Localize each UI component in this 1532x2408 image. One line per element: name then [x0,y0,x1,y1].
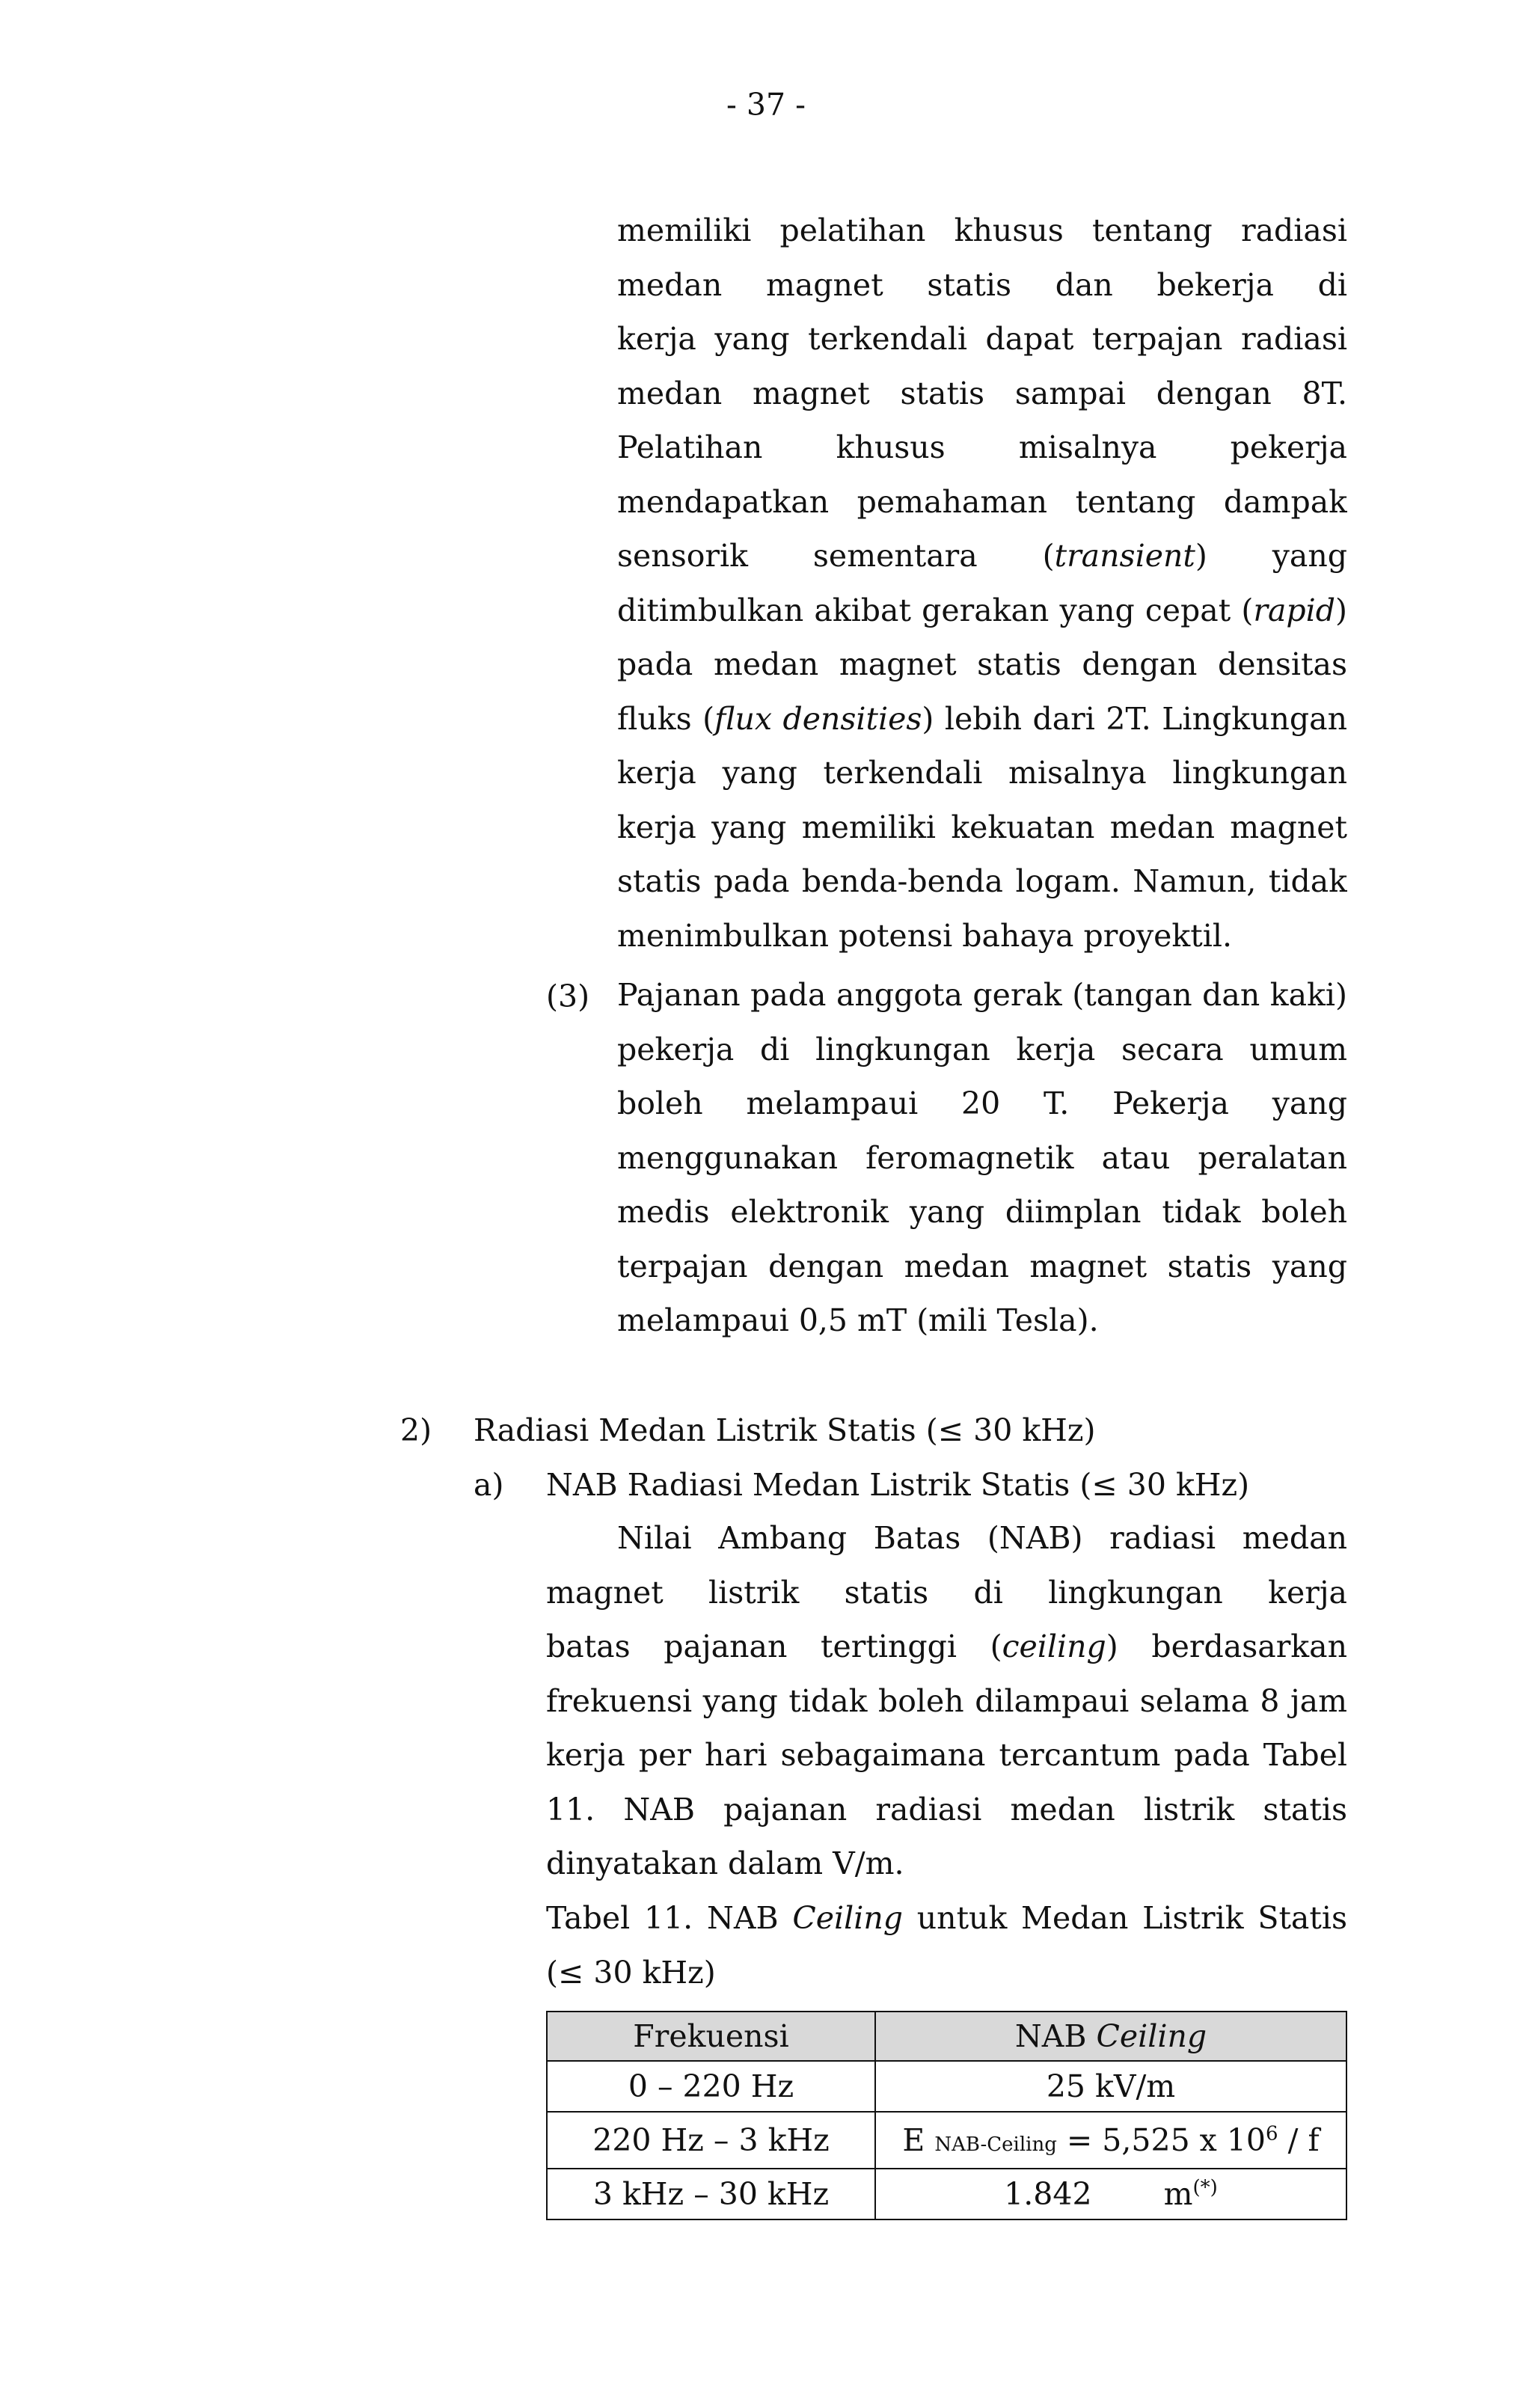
text-line: dinyatakan dalam V/m. [546,1845,904,1881]
table-cell [875,2169,1346,2219]
section-title: Radiasi Medan Listrik Statis (≤ 30 kHz) [474,1412,1096,1448]
text-line: boleh melampaui 20 T. Pekerja yang [617,1085,1347,1121]
text-line: kerja yang memiliki kekuatan medan magnet [617,809,1347,845]
text-line-italic: batas pajanan tertinggi (ceiling) berdasarkan [546,1629,1347,1664]
text-line: kerja per hari sebagaimana tercantum pada Tabel [546,1737,1347,1773]
text-line: medis elektronik yang diimplan tidak boleh [617,1194,1347,1230]
text-line: Pajanan pada anggota gerak (tangan dan kaki) [617,977,1347,1013]
subsection-title: NAB Radiasi Medan Listrik Statis (≤ 30 kHz) [546,1467,1250,1503]
column-header: Frekuensi [547,2012,875,2061]
text-line: melampaui 0,5 mT (mili Tesla). [617,1302,1099,1338]
table-cell: 220 Hz – 3 kHz [547,2112,875,2169]
nab-ceiling-table [546,2011,1347,2220]
text-line: mendapatkan pemahaman tentang dampak [617,483,1347,520]
footnote-marker: (*) [1192,2176,1218,2199]
text-line: terpajan dengan medan magnet statis yang [617,1248,1347,1284]
subsection-number: a) [474,1467,504,1503]
text-line: menggunakan feromagnetik atau peralatan [617,1139,1347,1176]
text-line: memiliki pelatihan khusus tentang radiasi [617,212,1347,248]
text-line: Nilai Ambang Batas (NAB) radiasi medan [617,1520,1347,1556]
text-line: pada medan magnet statis dengan densitas [617,646,1347,682]
text-line: pekerja di lingkungan kerja secara umum [617,1031,1347,1067]
value-unit: m [1163,2176,1193,2212]
item-3-paragraph [617,968,1347,1348]
text-line: menimbulkan potensi bahaya proyektil. [617,917,1233,954]
table-caption [546,1891,1347,2000]
formula-tail: / f [1287,2122,1320,2158]
caption-line: Tabel 11. NAB Ceiling untuk Medan Listrik Statis [546,1900,1347,1936]
text-line: Pelatihan khusus misalnya pekerja [617,429,1347,465]
table-row [547,2061,1346,2112]
text-line: 11. NAB pajanan radiasi medan listrik statis [546,1791,1347,1828]
table-cell: 25 kV/m [875,2061,1346,2112]
column-header: NAB Ceiling [875,2012,1346,2061]
table-row [547,2169,1346,2219]
caption-line: (≤ 30 kHz) [546,1954,716,1991]
formula-subscript: NAB-Ceiling [934,2133,1057,2156]
page-number: - 37 - [726,87,806,123]
text-line-italic: fluks (flux densities) lebih dari 2T. Lingkungan [617,700,1347,737]
continuation-paragraph [617,203,1347,963]
text-line: medan magnet statis dan bekerja di [617,266,1347,303]
text-line: magnet listrik statis di lingkungan kerja [546,1574,1347,1611]
formula-body: = 5,525 x 10 [1066,2122,1266,2158]
text-line: kerja yang terkendali misalnya lingkungan [617,755,1347,791]
text-line: medan magnet statis sampai dengan 8T. [617,375,1347,411]
item-number: (3) [546,978,590,1014]
text-line: statis pada benda-benda logam. Namun, tidak [617,863,1347,899]
text-line-italic: ditimbulkan akibat gerakan yang cepat (rapid) [617,592,1347,628]
table-cell: 3 kHz – 30 kHz [547,2169,875,2219]
table-row [547,2112,1346,2169]
text-line: frekuensi yang tidak boleh dilampaui selama 8 jam [546,1682,1347,1719]
value-number: 1.842 [1004,2176,1092,2212]
formula-exponent: 6 [1266,2122,1278,2145]
table-header-row [547,2012,1346,2061]
table-cell [875,2112,1346,2169]
text-line: kerja yang terkendali dapat terpajan radiasi [617,321,1347,357]
nab-paragraph [546,1511,1347,1891]
table-cell: 0 – 220 Hz [547,2061,875,2112]
formula-symbol: E [902,2122,925,2158]
text-line-italic: sensorik sementara (transient) yang [617,538,1347,574]
section-number: 2) [400,1412,432,1448]
